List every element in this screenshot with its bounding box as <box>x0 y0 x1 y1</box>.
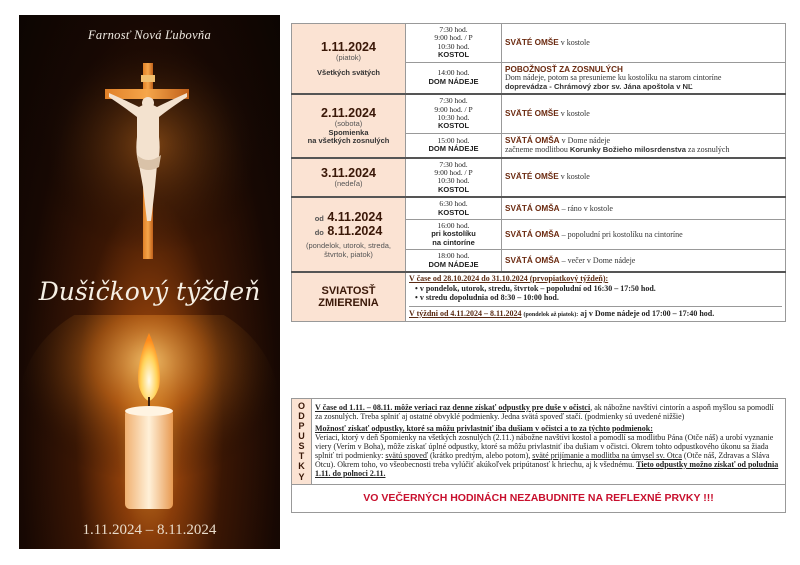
time: 7:30 hod. <box>439 25 468 34</box>
time-cell <box>406 197 502 219</box>
event-cell <box>502 158 786 198</box>
indulgence-heading: V čase od 1.11. – 08.11. môže veriaci raz denne získať odpustky pre duše v očistci <box>315 403 591 412</box>
event-text: – večer v Dome nádeje <box>561 255 636 265</box>
confession-details <box>406 272 786 321</box>
event-text: – ráno v kostole <box>561 203 613 213</box>
indulgence-heading: Tieto odpustky možno získať od poludnia 1.11. do polnoci 2.11. <box>315 459 779 478</box>
indulgence-paragraph: , ak nábožne navštívi cintorín a aspoň myšlou sa pomodlí za zosnulých. Treba splniť aj ostatné obvyklé podmienky. Jedna svätá spoveď stačí. (podmienky sú uvedené nižšie) <box>315 403 774 421</box>
weekday-nov3: (nedeľa) <box>334 179 363 189</box>
event-title: SVÄTÁ OMŠA <box>505 203 560 213</box>
confession-label-line: SVIATOSŤ <box>321 284 376 297</box>
event-text: Dom nádeje, potom sa presunieme ku kostolíku na starom cintoríne <box>505 72 722 82</box>
date-to: 8.11.2024 <box>327 224 383 239</box>
event-title: SVÄTÉ OMŠE <box>505 109 559 118</box>
poster-title: Dušičkový týždeň <box>38 277 261 306</box>
parish-name: Farnosť Nová Ľubovňa <box>87 28 212 42</box>
time: 10:30 hod. <box>437 176 470 186</box>
place: KOSTOL <box>437 50 470 60</box>
event-title: SVÄTÁ OMŠA <box>505 135 560 145</box>
time: 7:30 hod. <box>439 96 468 106</box>
time-cell <box>406 220 502 250</box>
confession-item: aj v Dome nádeje od 17:00 – 17:40 hod. <box>580 308 715 318</box>
event-text: v kostole <box>560 109 590 118</box>
date-from: 4.11.2024 <box>327 210 383 225</box>
event-bold: Korunky Božieho milosrdenstva <box>569 144 686 154</box>
letter: S <box>298 441 305 452</box>
place: pri kostolíku <box>431 229 476 239</box>
time-cell <box>406 24 502 63</box>
time: 10:30 hod. <box>437 41 470 51</box>
confession-item: • v stredu dopoludnia od 8:30 – 10:00 hod. <box>415 294 782 303</box>
place: KOSTOL <box>437 121 470 131</box>
time: 9:00 hod. / P <box>434 104 473 114</box>
poster-dates: 1.11.2024 – 8.11.2024 <box>82 522 217 538</box>
time-cell <box>406 133 502 157</box>
event-text: za zosnulých <box>687 144 730 154</box>
crucifix-icon <box>19 15 280 285</box>
letter: D <box>298 411 305 422</box>
time: 7:30 hod. <box>439 159 468 169</box>
date-cell-nov2 <box>292 94 406 157</box>
event-cell <box>502 250 786 272</box>
event-text: v kostole <box>560 172 590 182</box>
time: 16:00 hod. <box>437 221 470 231</box>
event-title: SVÄTÁ OMŠA <box>505 255 560 265</box>
time: 14:00 hod. <box>437 68 470 78</box>
weekdays: (pondelok, utorok, streda, štvrtok, piatok) <box>305 241 392 259</box>
event-cell <box>502 197 786 219</box>
confession-label-line: ZMIERENIA <box>318 296 379 309</box>
poster-image <box>19 15 280 549</box>
feast-nov2: Spomienka <box>328 127 369 137</box>
confession-period: V čase od 28.10.2024 do 31.10.2024 (prvopiatkový týždeň): <box>409 273 609 283</box>
date-cell-nov3 <box>292 158 406 198</box>
time: 9:00 hod. / P <box>434 168 473 178</box>
event-cell <box>502 24 786 63</box>
time-cell <box>406 62 502 94</box>
event-title: SVÄTÁ OMŠA <box>505 229 560 239</box>
event-text: začneme modlitbou <box>505 144 568 154</box>
place: DOM NÁDEJE <box>428 259 479 269</box>
date-nov1: 1.11.2024 <box>321 40 376 55</box>
event-text: v kostole <box>560 37 590 47</box>
letter: P <box>298 421 305 432</box>
confession-period: V týždni od 4.11.2024 – 8.11.2024 <box>409 308 522 318</box>
indulgence-paragraph: (Otče náš, Zdravas a Sláva Otcu). Okrem toho, vo všeobecnosti treba vylúčiť akúkoľvek pripútanosť k hriechu, aj k všednému. <box>315 450 770 469</box>
event-text: v Dome nádeje <box>561 135 611 145</box>
event-cell <box>502 94 786 133</box>
indulgence-label <box>292 399 312 485</box>
event-title: SVÄTÉ OMŠE <box>505 172 559 182</box>
time: 15:00 hod. <box>437 135 470 145</box>
confession-note: (pondelok až piatok): <box>523 311 579 318</box>
indulgence-condition: sväté prijímanie a modlitba na úmysel sv. Otca <box>532 450 682 460</box>
time: 9:00 hod. / P <box>434 33 473 43</box>
event-title: SVÄTÉ OMŠE <box>505 37 559 47</box>
event-cell <box>502 220 786 250</box>
place: DOM NÁDEJE <box>428 144 479 154</box>
date-nov2: 2.11.2024 <box>321 106 376 121</box>
event-bold: doprevádza - Chrámový zbor sv. Jána apoštola v NĽ <box>505 81 693 91</box>
candle-icon <box>19 315 280 525</box>
time: 6:30 hod. <box>439 199 468 209</box>
time-cell <box>406 158 502 198</box>
letter: Y <box>298 471 305 482</box>
time: 18:00 hod. <box>437 251 470 261</box>
letter: T <box>298 451 305 462</box>
indulgence-text <box>312 399 786 485</box>
date-cell-week <box>292 197 406 272</box>
indulgence-paragraph: (krátko predtým, alebo potom), <box>430 450 531 460</box>
indulgence-table <box>291 398 786 513</box>
letter: O <box>297 401 305 411</box>
indulgence-paragraph: Veriaci, ktorý v deň Spomienky na všetkých zosnulých (2.11.) nábožne navštívi kostol a pomodlí sa modlitbu Pána (Otče náš) a urobí vyznanie viery (Verím v Boha), môže získať úplné odpustky, ktoré sa môžu privlastniť iba dušiam v očistci. Okrem tohto odpustkového úkonu sa žiada splniť tri podmienky: <box>315 432 774 460</box>
weekday-nov2: (sobota) <box>334 119 363 129</box>
date-cell-nov1 <box>292 24 406 95</box>
event-title: POBOŽNOSŤ ZA ZOSNULÝCH <box>505 64 623 74</box>
indulgence-heading: Možnosť získať odpustky, ktoré sa môžu privlastniť iba dušiam v očistci a to za týchto podmienok: <box>315 423 653 433</box>
letter: K <box>298 461 305 472</box>
confession-item: • v pondelok, utorok, stredu, štvrtok – popoludní od 16:30 – 17:50 hod. <box>415 285 782 294</box>
weekday-nov1: (piatok) <box>335 53 361 63</box>
event-text: – popoludní pri kostolíku na cintoríne <box>561 229 683 239</box>
place: KOSTOL <box>437 184 470 194</box>
place: KOSTOL <box>437 207 470 217</box>
event-cell <box>502 62 786 94</box>
place: DOM NÁDEJE <box>428 76 479 86</box>
event-cell <box>502 133 786 157</box>
feast-nov2: na všetkých zosnulých <box>307 136 390 146</box>
time-cell <box>406 250 502 272</box>
from-prefix: od <box>314 214 324 224</box>
time: 10:30 hod. <box>437 112 470 122</box>
letter: U <box>298 431 305 442</box>
feast-nov1: Všetkých svätých <box>317 67 380 77</box>
reflective-warning: VO VEČERNÝCH HODINÁCH NEZABUDNITE NA REFLEXNÉ PRVKY !!! <box>292 484 786 513</box>
confession-label <box>292 272 406 321</box>
indulgence-condition: svätú spoveď <box>385 450 429 460</box>
date-nov3: 3.11.2024 <box>321 166 376 181</box>
time-cell <box>406 94 502 133</box>
schedule-table <box>291 23 786 322</box>
place: na cintoríne <box>432 237 475 247</box>
to-prefix: do <box>314 228 324 238</box>
